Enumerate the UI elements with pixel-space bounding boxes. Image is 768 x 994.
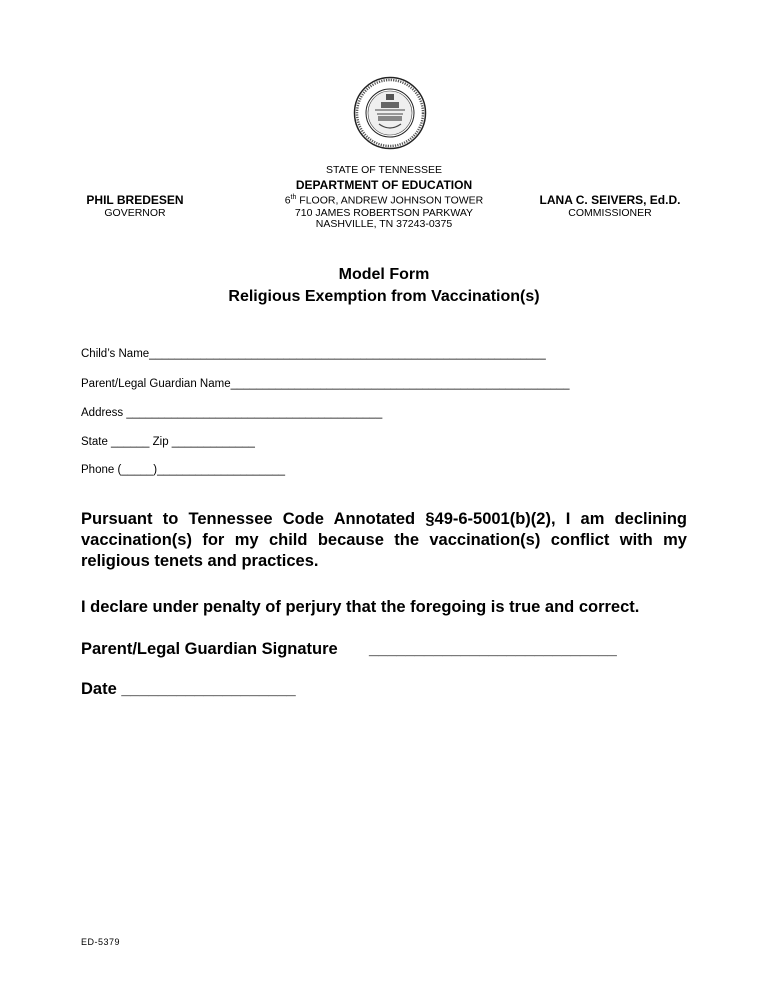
guardian-name-field[interactable]: Parent/Legal Guardian Name_____________________________________________________ — [81, 378, 570, 390]
governor-title: GOVERNOR — [104, 207, 166, 219]
address-street: 710 JAMES ROBERTSON PARKWAY — [294, 207, 474, 219]
perjury-declaration: I declare under penalty of perjury that the foregoing is true and correct. — [81, 598, 640, 616]
state-name: STATE OF TENNESSEE — [325, 164, 443, 176]
exemption-statement: Pursuant to Tennessee Code Annotated §49-6-5001(b)(2), I am declining vaccination(s) for my child because the vaccination(s) conflict with my religious tenets and practices. — [81, 510, 687, 570]
phone-field[interactable]: Phone (_____)____________________ — [81, 464, 286, 476]
commissioner-name: LANA C. SEIVERS, Ed.D. — [539, 193, 681, 207]
form-title: Model Form — [338, 266, 430, 283]
child-name-field[interactable]: Child’s Name______________________________________________________________ — [81, 348, 546, 360]
address-field[interactable]: Address ________________________________________ — [81, 407, 383, 419]
state-seal-icon — [353, 76, 427, 150]
form-code: ED-5379 — [81, 937, 121, 947]
signature-label: Parent/Legal Guardian Signature — [81, 640, 338, 658]
address-city: NASHVILLE, TN 37243-0375 — [315, 218, 453, 230]
address-floor: 6th FLOOR, ANDREW JOHNSON TOWER — [284, 194, 484, 207]
state-zip-field[interactable]: State ______ Zip _____________ — [81, 436, 255, 448]
signature-line[interactable]: ___________________________ — [369, 640, 617, 658]
form-subtitle: Religious Exemption from Vaccination(s) — [228, 288, 540, 305]
department-name: DEPARTMENT OF EDUCATION — [295, 178, 473, 192]
date-field[interactable]: Date ___________________ — [81, 680, 296, 698]
governor-name: PHIL BREDESEN — [86, 193, 184, 207]
commissioner-title: COMMISSIONER — [568, 207, 652, 219]
